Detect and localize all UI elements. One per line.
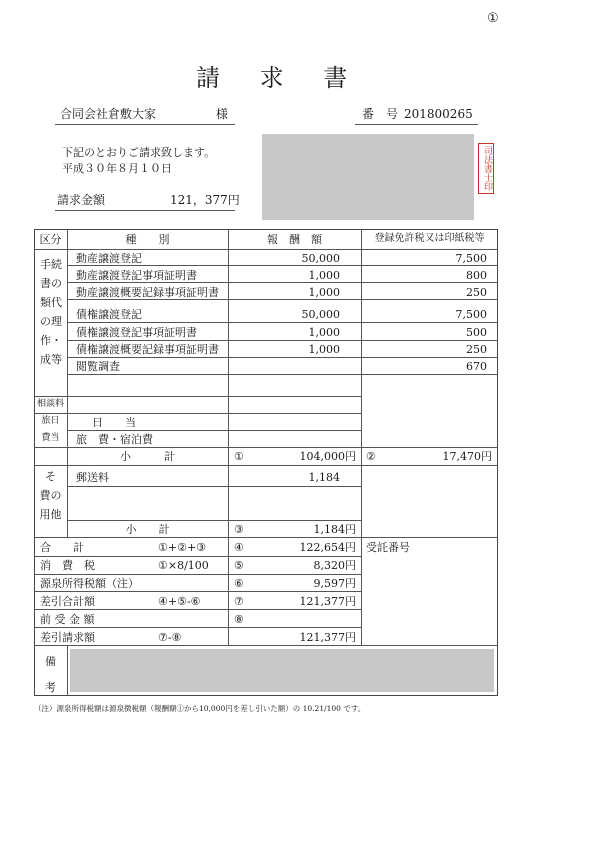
header-shubetsu: 種 別: [125, 233, 170, 246]
row-2-name: 動産譲渡登記事項証明書: [76, 269, 197, 282]
row-6-name: 債権譲渡概要記録事項証明書: [76, 343, 219, 356]
row-2-tax: 800: [466, 269, 487, 282]
h-line-total1: [34, 556, 361, 557]
postage-value: 1,184: [308, 471, 340, 484]
subtotal1-label: 小 計: [120, 450, 175, 463]
total-6-value: 121,377円: [299, 631, 356, 644]
h-line-total5: [34, 627, 361, 628]
total-5-label: 前 受 金 額: [40, 613, 95, 626]
daily-allowance-label: 日 当: [92, 416, 136, 429]
row-3-fee: 1,000: [308, 286, 340, 299]
h-line-r2: [67, 282, 498, 283]
page-number: ①: [487, 11, 499, 26]
total-1-formula: ①+②+③: [158, 541, 207, 554]
total-3-value: 9,597円: [313, 577, 356, 590]
redacted-remarks: [70, 649, 494, 692]
v-line-kubun: [67, 229, 68, 537]
total-3-label: 源泉所得税額（注）: [40, 577, 139, 590]
total-3-marker: ⑥: [234, 577, 244, 590]
side-label-procedure: 手続書の類代の理作・成等: [40, 258, 62, 366]
total-6-formula: ⑦-⑧: [158, 631, 182, 644]
issue-date: 平成３０年８月１０日: [62, 162, 172, 175]
receipt-number-label: 受託番号: [366, 541, 410, 554]
billing-amount-label: 請求金額: [57, 193, 106, 207]
invoice-number-underline: [355, 124, 478, 125]
total-1-value: 122,654円: [299, 541, 356, 554]
total-4-label: 差引合計額: [40, 595, 95, 608]
remarks-label-2: 考: [45, 681, 56, 694]
redacted-issuer-block: [262, 134, 474, 220]
header-houshu: 報 酬 額: [267, 233, 322, 246]
honorific: 様: [216, 107, 229, 121]
row-2-fee: 1,000: [308, 269, 340, 282]
invoice-number-value: 201800265: [404, 107, 473, 121]
row-6-tax: 250: [466, 343, 487, 356]
v-line-remarks: [67, 645, 68, 696]
billing-amount-value: 121，377円: [170, 193, 240, 207]
invoice-number-label: 番 号: [362, 107, 399, 121]
h-line-total3: [34, 591, 361, 592]
row-1-tax: 7,500: [455, 252, 487, 265]
subtotal2-label: 小 計: [125, 523, 170, 536]
header-kubun: 区分: [39, 233, 62, 246]
other-side-3: 用他: [39, 508, 62, 521]
h-line-header: [34, 249, 498, 250]
total-4-marker: ⑦: [234, 595, 244, 608]
subtotal2-value: 1,184円: [313, 523, 356, 536]
other-side-1: そ: [45, 470, 56, 483]
total-4-formula: ④+⑤-⑥: [158, 595, 201, 608]
h-line-postage: [67, 486, 361, 487]
h-line-consult-top: [34, 396, 361, 397]
row-3-name: 動産譲渡概要記録事項証明書: [76, 286, 219, 299]
h-line-r6: [67, 357, 498, 358]
h-line-r4: [67, 322, 498, 323]
recipient-name: 合同会社倉敷大家: [60, 107, 157, 121]
travel-expense-label: 旅 費・宿泊費: [76, 433, 153, 446]
h-line-other-blank: [67, 520, 361, 521]
h-line-r5: [67, 340, 498, 341]
remarks-label-1: 備: [45, 655, 56, 668]
h-line-consult-bottom: [34, 413, 361, 414]
footnote: （注）源泉所得税額は源泉徴税額（報酬額①から10,000円を差し引いた額）の 10.21/100 です。: [34, 704, 366, 713]
h-line-remarks-top: [34, 645, 498, 646]
subtotal1-value: 104,000円: [299, 450, 356, 463]
total-1-label: 合 計: [40, 541, 84, 554]
row-1-fee: 50,000: [301, 252, 340, 265]
row-4-tax: 7,500: [455, 308, 487, 321]
subtotal2-marker: ③: [234, 523, 244, 536]
row-5-tax: 500: [466, 326, 487, 339]
h-line-total2: [34, 574, 361, 575]
billing-amount-underline: [55, 210, 235, 211]
total-2-marker: ⑤: [234, 559, 244, 572]
intro-line: 下記のとおりご請求致します。: [62, 146, 216, 159]
row-7-name: 閲覧調査: [76, 360, 120, 373]
travel-side-1: 旅日: [41, 416, 60, 426]
postage-label: 郵送料: [76, 471, 109, 484]
total-2-value: 8,320円: [313, 559, 356, 572]
h-line-r3: [67, 299, 498, 300]
h-line-subtotal1-bottom: [34, 465, 498, 466]
h-line-subtotal2: [34, 537, 498, 538]
row-5-name: 債権譲渡登記事項証明書: [76, 326, 197, 339]
subtotal1-value2: 17,470円: [442, 450, 492, 463]
row-1-name: 動産譲渡登記: [76, 252, 142, 265]
row-5-fee: 1,000: [308, 326, 340, 339]
header-tax: 登録免許税又は印紙税等: [374, 233, 485, 244]
total-2-formula: ①×8/100: [158, 559, 209, 572]
row-3-tax: 250: [466, 286, 487, 299]
consult-label: 相談料: [36, 399, 64, 409]
h-line-travel-mid: [67, 430, 361, 431]
h-line-r7: [67, 374, 498, 375]
subtotal1-marker: ①: [234, 450, 244, 463]
total-4-value: 121,377円: [299, 595, 356, 608]
total-1-marker: ④: [234, 541, 244, 554]
recipient-underline: [55, 124, 235, 125]
total-2-label: 消 費 税: [40, 559, 95, 572]
other-side-2: 費の: [39, 489, 62, 502]
row-4-name: 債権譲渡登記: [76, 308, 142, 321]
total-5-marker: ⑧: [234, 613, 244, 626]
row-7-tax: 670: [466, 360, 487, 373]
h-line-subtotal1-top: [34, 447, 498, 448]
travel-side-2: 費当: [41, 433, 60, 443]
document-title: 請 求 書: [196, 64, 364, 92]
seal-stamp: 司法書士印: [478, 143, 494, 194]
row-4-fee: 50,000: [301, 308, 340, 321]
h-line-r1: [67, 265, 498, 266]
h-line-total4: [34, 609, 361, 610]
subtotal1-marker2: ②: [366, 450, 376, 463]
total-6-label: 差引請求額: [40, 631, 95, 644]
row-6-fee: 1,000: [308, 343, 340, 356]
